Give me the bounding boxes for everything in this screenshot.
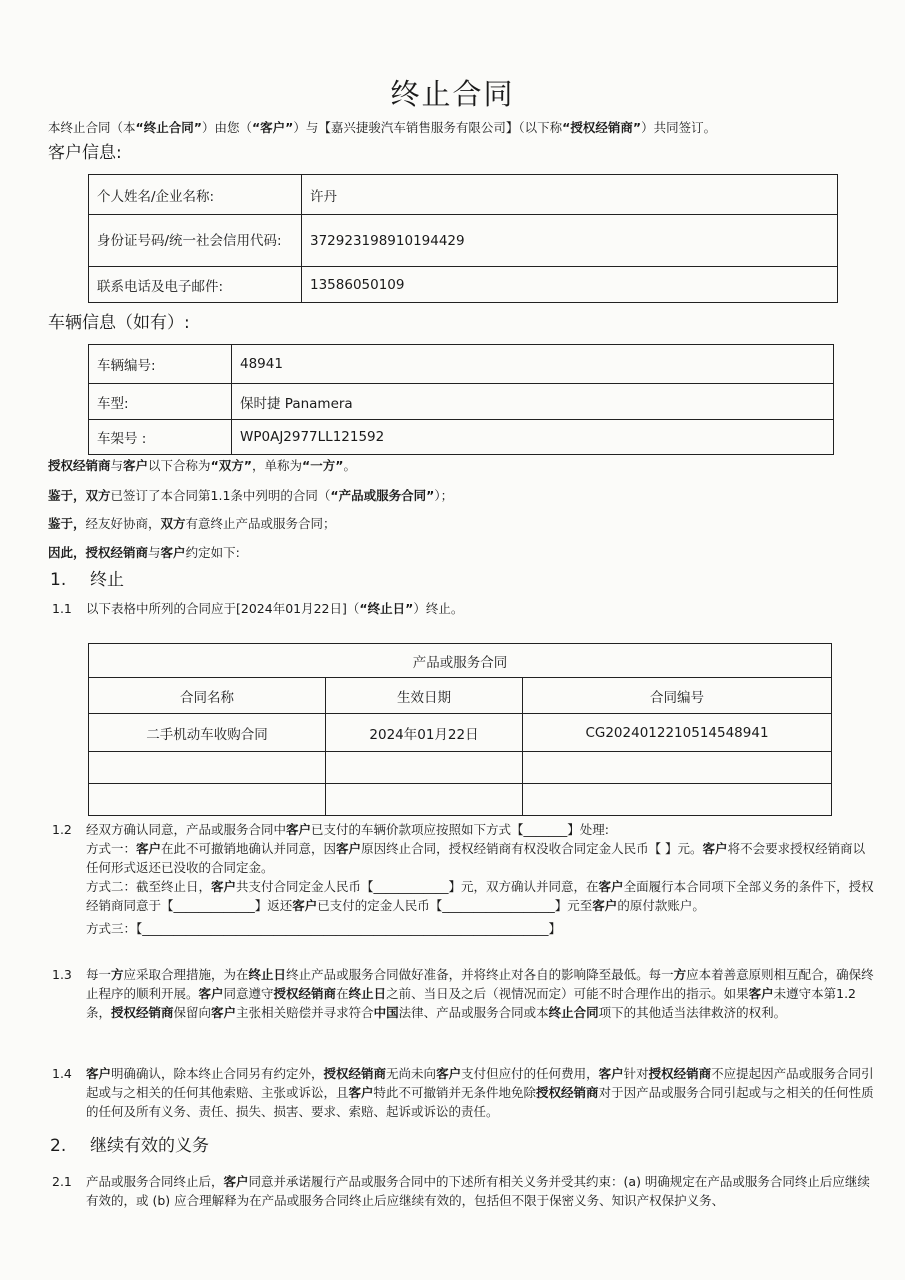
table-cell	[326, 752, 523, 784]
table-cell-value: 372923198910194429	[302, 215, 838, 267]
clause-1-2-intro: 经双方确认同意，产品或服务合同中客户已支付的车辆价款项应按照如下方式【_______】处理:	[86, 822, 609, 837]
vehicle-info-table	[88, 344, 834, 455]
customer-info-heading: 客户信息:	[48, 143, 122, 163]
clause-number: 1.1	[52, 601, 72, 616]
section-2-number: 2.	[50, 1136, 67, 1156]
table-cell-label: 车架号 :	[89, 420, 232, 455]
table-row	[89, 420, 834, 455]
table-cell-value: 保时捷 Panamera	[232, 384, 834, 420]
table-row	[89, 644, 832, 678]
clause-number: 1.4	[52, 1066, 72, 1081]
column-header: 合同编号	[523, 678, 832, 714]
section-1-number: 1.	[50, 570, 67, 590]
table-cell: 2024年01月22日	[326, 714, 523, 752]
method-3: 方式三：【_________________________________________________________________】	[86, 921, 562, 936]
contracts-table	[88, 643, 832, 816]
table-caption: 产品或服务合同	[89, 644, 832, 678]
clause-2-1: 产品或服务合同终止后，客户同意并承诺履行产品或服务合同中的下述所有相关义务并受其约束：(a) 明确规定在产品或服务合同终止后应继续有效的，或 (b) 应合理解释为在产品或服务合同终止后应继续有效的，包括但不限于保密义务、知识产权保护义务、	[86, 1174, 870, 1208]
table-row	[89, 345, 834, 384]
table-cell: CG2024012210514548941	[523, 714, 832, 752]
clause-1-4: 客户明确确认，除本终止合同另有约定外，授权经销商无尚未向客户支付但应付的任何费用，客户针对授权经销商不应提起因产品或服务合同引起或与之相关的任何其他索赔、主张或诉讼，且客户特此不可撤销并无条件地免除授权经销商对于因产品或服务合同引起或与之相关的任何性质的任何及所有义务、责任、损失、损害、要求、索赔、起诉或诉讼的责任。	[86, 1066, 874, 1119]
clause-number: 1.3	[52, 967, 72, 982]
table-cell-value: 48941	[232, 345, 834, 384]
parties-definition: 授权经销商与客户以下合称为“双方”，单称为“一方”。	[48, 458, 356, 473]
clause-number: 1.2	[52, 822, 72, 837]
table-row	[89, 175, 838, 215]
table-row	[89, 384, 834, 420]
table-cell-label: 车辆编号:	[89, 345, 232, 384]
section-2-title: 继续有效的义务	[90, 1136, 209, 1156]
whereas-clause-1: 鉴于，双方已签订了本合同第1.1条中列明的合同（“产品或服务合同”）；	[48, 488, 454, 503]
table-row	[89, 267, 838, 303]
table-row	[89, 215, 838, 267]
customer-info-table	[88, 174, 838, 303]
document-title: 终止合同	[390, 77, 515, 111]
table-cell-label: 个人姓名/企业名称:	[89, 175, 302, 215]
clause-1-2	[86, 820, 876, 938]
whereas-clause-2: 鉴于，经友好协商，双方有意终止产品或服务合同；	[48, 516, 336, 531]
table-cell-value: 13586050109	[302, 267, 838, 303]
table-row	[89, 714, 832, 752]
table-cell-label: 车型:	[89, 384, 232, 420]
table-cell: 二手机动车收购合同	[89, 714, 326, 752]
table-cell-label: 身份证号码/统一社会信用代码:	[89, 215, 302, 267]
table-row	[89, 752, 832, 784]
table-cell-value: 许丹	[302, 175, 838, 215]
table-cell	[523, 752, 832, 784]
clause-number: 2.1	[52, 1174, 72, 1189]
method-1: 方式一：客户在此不可撤销地确认并同意，因客户原因终止合同，授权经销商有权没收合同定金人民币【 】元。客户将不会要求授权经销商以任何形式返还已没收的合同定金。	[86, 841, 866, 875]
table-cell	[89, 784, 326, 816]
table-row	[89, 784, 832, 816]
clause-1-1: 以下表格中所列的合同应于[2024年01月22日]（“终止日”）终止。	[86, 601, 464, 616]
vehicle-info-heading: 车辆信息（如有）:	[48, 313, 190, 333]
table-cell	[523, 784, 832, 816]
table-header-row	[89, 678, 832, 714]
therefore-clause: 因此，授权经销商与客户约定如下:	[48, 545, 240, 560]
clause-1-3: 每一方应采取合理措施，为在终止日终止产品或服务合同做好准备，并将终止对各自的影响降至最低。每一方应本着善意原则相互配合，确保终止程序的顺利开展。客户同意遵守授权经销商在终止日之前、当日及之后（视情况而定）可能不时合理作出的指示。如果客户未遵守本第1.2条，授权经销商保留向客户主张相关赔偿并寻求符合中国法律、产品或服务合同或本终止合同项下的其他适当法律救济的权利。	[86, 967, 874, 1020]
section-1-title: 终止	[90, 570, 124, 590]
table-cell-label: 联系电话及电子邮件:	[89, 267, 302, 303]
column-header: 生效日期	[326, 678, 523, 714]
column-header: 合同名称	[89, 678, 326, 714]
method-2: 方式二：截至终止日，客户共支付合同定金人民币【____________】元，双方确认并同意，在客户全面履行本合同项下全部义务的条件下，授权经销商同意于【_____________】返还客户已支付的定金人民币【__________________】元至客户的原付款账户。	[86, 879, 874, 913]
table-cell-value: WP0AJ2977LL121592	[232, 420, 834, 455]
table-cell	[326, 784, 523, 816]
table-cell	[89, 752, 326, 784]
intro-paragraph: 本终止合同（本“终止合同”）由您（“客户”）与【嘉兴捷骏汽车销售服务有限公司】（以下称“授权经销商”）共同签订。	[48, 120, 717, 135]
